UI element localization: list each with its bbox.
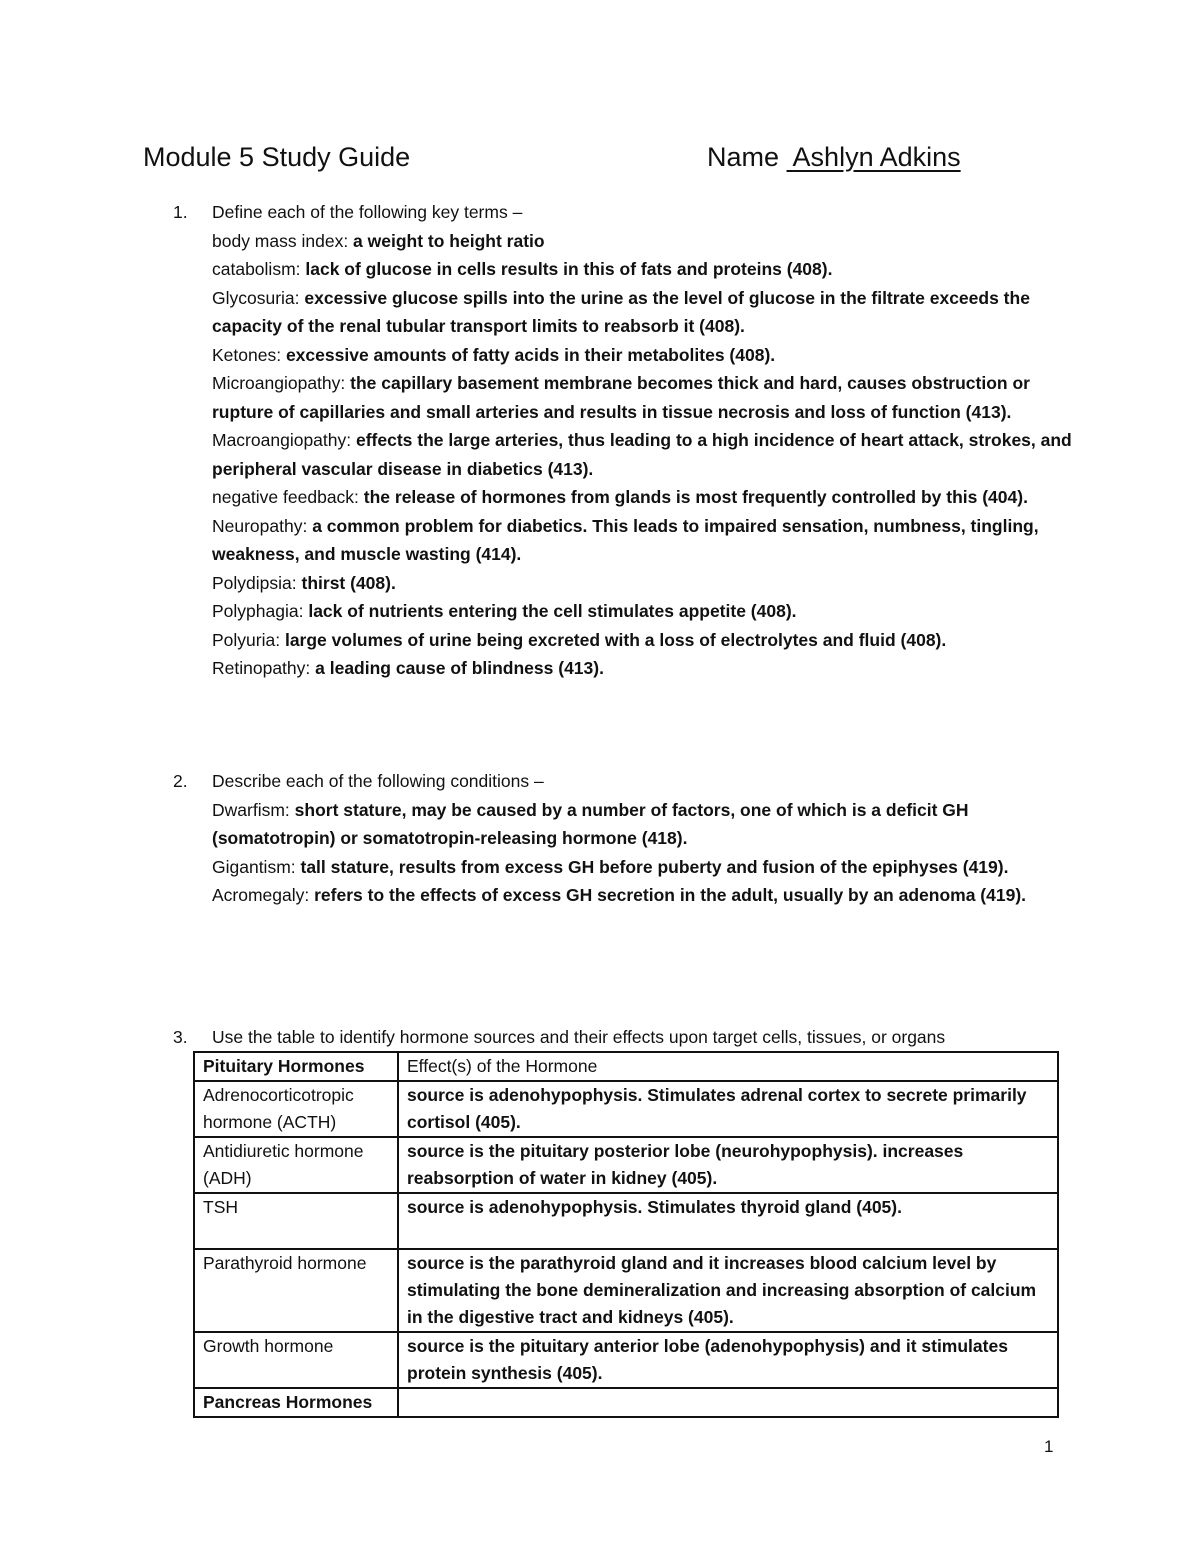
term-definition: thirst (408).: [301, 572, 396, 593]
question-number: 1.: [173, 202, 188, 222]
page-title: Module 5 Study Guide: [143, 142, 411, 172]
term-entry: [212, 227, 1073, 256]
term-entry: [212, 426, 1073, 483]
hormone-name: Parathyroid hormone: [194, 1249, 398, 1332]
term-entry: [212, 569, 1073, 598]
section-effect-empty: [398, 1388, 1058, 1417]
hormone-name: Growth hormone: [194, 1332, 398, 1388]
term-label: Polyuria:: [212, 629, 285, 650]
term-label: negative feedback:: [212, 487, 364, 507]
condition-entry: [212, 881, 1073, 910]
question-1: [173, 198, 1073, 683]
term-definition: a weight to height ratio: [353, 230, 545, 251]
term-definition: lack of nutrients entering the cell stimulates appetite (408).: [308, 601, 797, 621]
question-number: 2.: [173, 771, 188, 791]
table-header-effect: Effect(s) of the Hormone: [398, 1052, 1058, 1081]
question-prompt: Define each of the following key terms –: [212, 202, 523, 222]
hormone-name: Adrenocorticotropic hormone (ACTH): [194, 1081, 398, 1137]
term-definition: excessive amounts of fatty acids in their metabolites (408).: [285, 344, 776, 365]
hormone-name: Antidiuretic hormone (ADH): [194, 1137, 398, 1193]
term-label: catabolism:: [212, 259, 306, 279]
page-number: 1: [1044, 1437, 1054, 1456]
term-entry: [212, 597, 1073, 626]
term-label: Polyphagia:: [212, 601, 309, 621]
term-label: Neuropathy:: [212, 515, 313, 536]
hormone-name: TSH: [194, 1193, 398, 1249]
question-3: [173, 1023, 1073, 1052]
term-definition: the release of hormones from glands is most frequently controlled by this (404).: [363, 487, 1028, 507]
question-prompt: Describe each of the following conditions –: [212, 771, 544, 791]
name-label: Name: [707, 142, 787, 172]
term-label: Microangiopathy:: [212, 373, 351, 393]
table-row: [194, 1332, 1058, 1388]
hormone-table: [193, 1051, 1059, 1418]
term-entry: [212, 284, 1073, 341]
table-header-hormone: Pituitary Hormones: [194, 1052, 398, 1081]
table-row: [194, 1193, 1058, 1249]
term-label: Macroangiopathy:: [212, 430, 356, 450]
name-value: Ashlyn Adkins: [792, 142, 961, 172]
term-label: Glycosuria:: [212, 287, 305, 308]
hormone-effect: source is the pituitary anterior lobe (adenohypophysis) and it stimulates protein synthesis (405).: [398, 1332, 1058, 1388]
condition-label: Gigantism:: [212, 856, 301, 877]
term-definition: a leading cause of blindness (413).: [315, 658, 604, 678]
term-entry: [212, 512, 1073, 569]
term-definition: large volumes of urine being excreted with a loss of electrolytes and fluid (408).: [284, 629, 947, 650]
condition-label: Acromegaly:: [212, 885, 315, 905]
hormone-effect: source is adenohypophysis. Stimulates thyroid gland (405).: [398, 1193, 1058, 1249]
term-label: Ketones:: [212, 344, 286, 365]
term-entry: [212, 626, 1073, 655]
condition-description: tall stature, results from excess GH before puberty and fusion of the epiphyses (419).: [300, 856, 1009, 877]
term-definition: the capillary basement membrane becomes thick and hard, causes obstruction or rupture of capillaries and small arteries and results in tissue necrosis and loss of function (413).: [212, 373, 1030, 422]
term-definition: lack of glucose in cells results in this of fats and proteins (408).: [305, 259, 833, 279]
question-prompt: Use the table to identify hormone sources and their effects upon target cells, tissues, or organs: [212, 1027, 946, 1047]
term-definition: effects the large arteries, thus leading to a high incidence of heart attack, strokes, and peripheral vascular disease in diabetics (413).: [212, 430, 1072, 479]
term-entry: [212, 255, 1073, 284]
table-row: [194, 1249, 1058, 1332]
condition-entry: [212, 796, 1073, 853]
hormone-effect: source is adenohypophysis. Stimulates adrenal cortex to secrete primarily cortisol (405).: [398, 1081, 1058, 1137]
table-row: [194, 1137, 1058, 1193]
table-section-row: [194, 1388, 1058, 1417]
hormone-effect: source is the parathyroid gland and it increases blood calcium level by stimulating the bone demineralization and increasing absorption of calcium in the digestive tract and kidneys (405).: [398, 1249, 1058, 1332]
table-row: [194, 1081, 1058, 1137]
condition-description: refers to the effects of excess GH secretion in the adult, usually by an adenoma (419).: [314, 885, 1027, 905]
section-label: Pancreas Hormones: [194, 1388, 398, 1417]
question-number: 3.: [173, 1027, 188, 1047]
term-entry: [212, 483, 1073, 512]
name-field: [707, 142, 961, 173]
condition-entry: [212, 853, 1073, 882]
term-entry: [212, 341, 1073, 370]
term-entry: [212, 369, 1073, 426]
hormone-effect: source is the pituitary posterior lobe (neurohypophysis). increases reabsorption of water in kidney (405).: [398, 1137, 1058, 1193]
term-label: body mass index:: [212, 230, 354, 251]
term-label: Retinopathy:: [212, 658, 316, 678]
question-2: [173, 767, 1073, 910]
condition-label: Dwarfism:: [212, 799, 295, 820]
term-label: Polydipsia:: [212, 572, 302, 593]
term-definition: excessive glucose spills into the urine as the level of glucose in the filtrate exceeds the capacity of the renal tubular transport limits to reabsorb it (408).: [212, 287, 1030, 336]
term-entry: [212, 654, 1073, 683]
table-header-row: [194, 1052, 1058, 1081]
condition-description: short stature, may be caused by a number of factors, one of which is a deficit GH (somatotropin) or somatotropin-releasing hormone (418).: [212, 799, 969, 848]
term-definition: a common problem for diabetics. This leads to impaired sensation, numbness, tingling, weakness, and muscle wasting (414).: [212, 515, 1039, 564]
